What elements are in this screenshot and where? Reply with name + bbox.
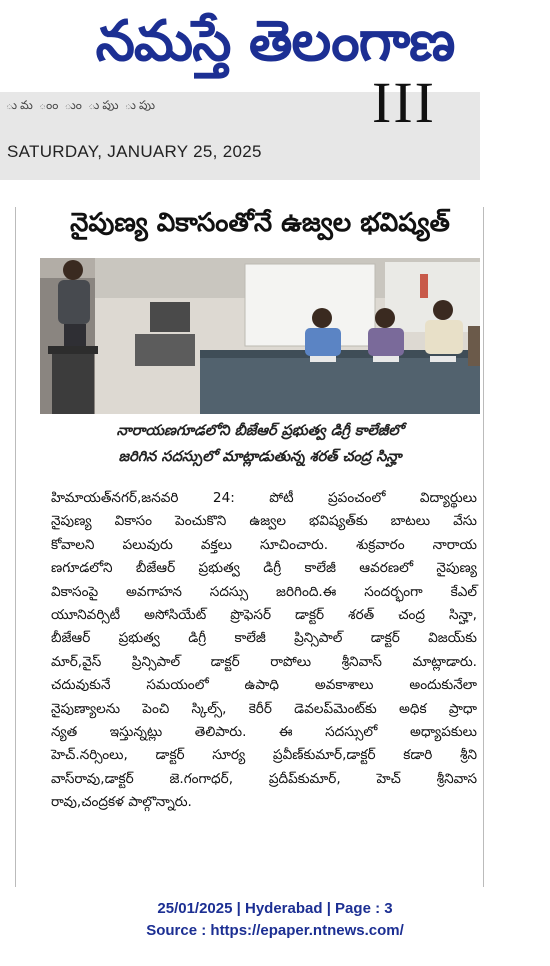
photo-caption [40,418,480,470]
body-line: బీజేఆర్ ప్రభుత్వ డిగ్రీ కాలేజీ ప్రిన్సిపాల్ డాక్టర్ విజయ్‌కు [51,630,477,647]
masthead-strip-text: ుమ ంం ుం ుపుు ుపుు [6,98,159,112]
body-line: నైపుణ్య వికాసం పెంచుకొని ఉజ్వల భవిష్యత్‌కు బాటలు వేసు [51,513,477,530]
article-body [51,487,477,815]
article-photo [40,258,480,414]
dateline: SATURDAY, JANUARY 25, 2025 [7,142,262,161]
body-line: వికాసంపై అవగాహన సదస్సు జరిగింది.ఈ సందర్భంగా కేఎల్ [51,583,477,600]
body-line: న్యత ఇస్తున్నట్లు తెలిపారు. ఈ సదస్సులో అధ్యాపకులు [51,724,477,741]
footer-date-edition: 25/01/2025 | Hyderabad | Page : 3 [157,900,393,917]
page-number: III [372,70,436,135]
footer-source-link[interactable]: Source : https://epaper.ntnews.com/ [146,922,404,939]
body-line: కోవాలని పలువురు వక్తలు సూచించారు. శుక్రవారం నారాయ [51,536,477,553]
caption-line: నారాయణగూడలోని బీజేఆర్ ప్రభుత్వ డిగ్రీ కాలేజీలో [116,423,404,439]
body-line: యూనివర్సిటీ అసోసియేట్ ప్రొఫెసర్ డాక్టర్ శరత్ చంద్ర సిన్హా, [51,607,477,624]
body-line: మార్,వైస్ ప్రిన్సిపాల్ డాక్టర్ రాపోలు శ్రీనివాస్ మాట్లాడారు. [51,653,477,670]
body-line: హిమాయత్‌నగర్,జనవరి 24: పోటీ ప్రపంచంలో విద్యార్థులు [51,490,477,506]
masthead [0,0,550,90]
article-headline: నైపుణ్య వికాసంతోనే ఉజ్వల భవిష్యత్ [70,208,450,238]
body-line: రావు,చంద్రకళ పాల్గొన్నారు. [51,794,192,811]
body-line: హెచ్.నర్సింలు, డాక్టర్ సూర్య ప్రవీణ్‌కుమార్,డాక్టర్ కడారి శ్రీని [51,747,477,764]
page-footer [0,898,550,942]
body-line: చదువుకునే సమయంలో ఉపాధి అవకాశాలు అందుకునేలా [51,677,477,694]
clipping-border-left [15,207,16,887]
body-line: నైపుణ్యాలను పెంచి స్కిల్స్, కెరీర్ డెవలప్‌మెంట్‌కు అధిక ప్రాధా [51,700,477,717]
caption-line: జరిగిన సదస్సులో మాట్లాడుతున్న శరత్ చంద్ర సిన్హా [118,449,402,465]
body-line: ణగూడలోని బీజేఆర్ ప్రభుత్వ డిగ్రీ కాలేజీ ఆవరణలో నైపుణ్య [51,560,477,577]
newspaper-logo: నమస్తే తెలంగాణ [95,9,455,74]
body-line: వాస్‌రావు,డాక్టర్ జె.గంగాధర్, ప్రదీప్‌కుమార్, హెచ్ శ్రీనివాస [51,770,477,787]
clipping-border-right [483,207,484,887]
